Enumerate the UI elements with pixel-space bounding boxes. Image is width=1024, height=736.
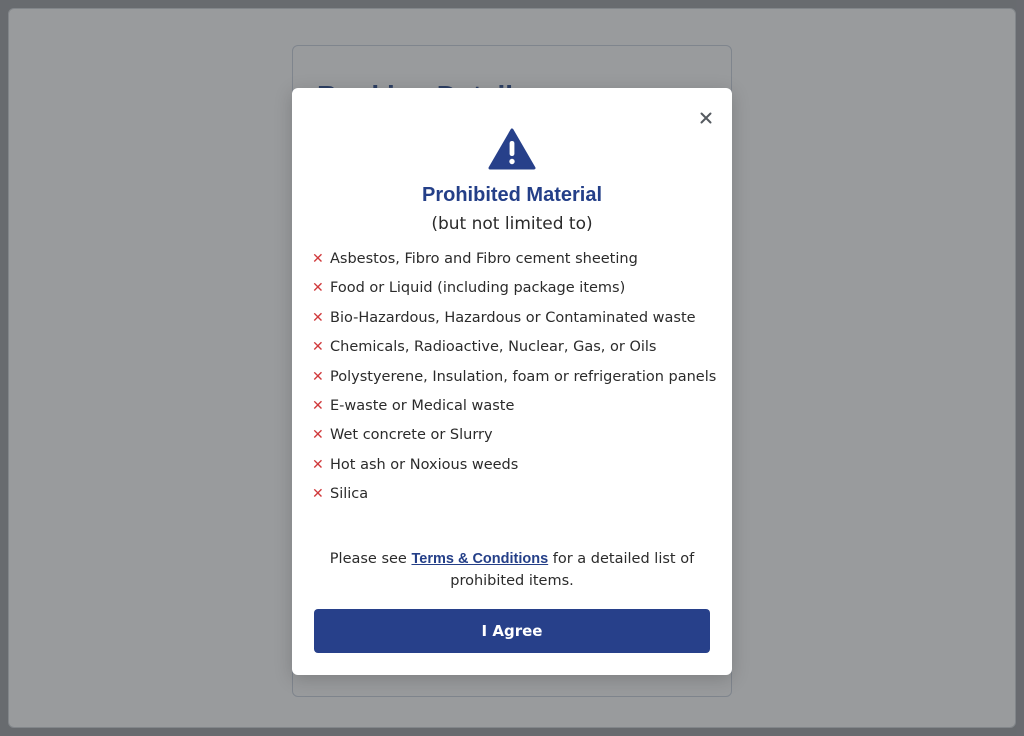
cross-icon: ✕ [312, 251, 324, 267]
list-item-label: Asbestos, Fibro and Fibro cement sheeting [330, 251, 638, 267]
list-item [312, 483, 717, 505]
list-item-label: Food or Liquid (including package items) [330, 280, 626, 297]
terms-note [312, 548, 712, 592]
list-item [312, 248, 717, 270]
agree-button[interactable]: I Agree [314, 609, 710, 653]
cross-icon: ✕ [312, 397, 324, 414]
cross-icon: ✕ [312, 427, 324, 444]
list-item [312, 307, 717, 329]
modal-subtitle: (but not limited to) [431, 214, 593, 234]
list-item [312, 454, 717, 476]
list-item-label: Bio-Hazardous, Hazardous or Contaminated waste [330, 309, 696, 326]
list-item [312, 277, 717, 299]
list-item-label: Chemicals, Radioactive, Nuclear, Gas, or Oils [330, 339, 657, 356]
list-item-label: Polystyerene, Insulation, foam or refrigeration panels [330, 368, 717, 385]
list-item-label: Silica [330, 486, 369, 503]
prohibited-material-modal [292, 88, 732, 675]
list-item [312, 366, 717, 388]
terms-note-prefix: Please see [329, 551, 412, 567]
list-item [312, 336, 717, 358]
terms-note-suffix: for a detailed list of prohibited items. [450, 551, 695, 589]
close-icon [700, 112, 712, 124]
prohibited-items-list [312, 248, 717, 513]
warning-triangle-icon [488, 128, 536, 170]
cross-icon: ✕ [312, 339, 324, 356]
list-item-label: E-waste or Medical waste [330, 397, 515, 414]
cross-icon: ✕ [312, 280, 324, 297]
list-item [312, 395, 717, 417]
terms-conditions-link[interactable]: Terms & Conditions [411, 551, 549, 567]
close-button[interactable] [696, 108, 716, 128]
cross-icon: ✕ [312, 486, 324, 503]
cross-icon: ✕ [312, 456, 324, 473]
list-item-label: Wet concrete or Slurry [330, 427, 493, 444]
list-item-label: Hot ash or Noxious weeds [330, 456, 519, 473]
cross-icon: ✕ [312, 309, 324, 326]
cross-icon: ✕ [312, 368, 324, 385]
list-item [312, 424, 717, 446]
modal-title: Prohibited Material [421, 184, 603, 206]
